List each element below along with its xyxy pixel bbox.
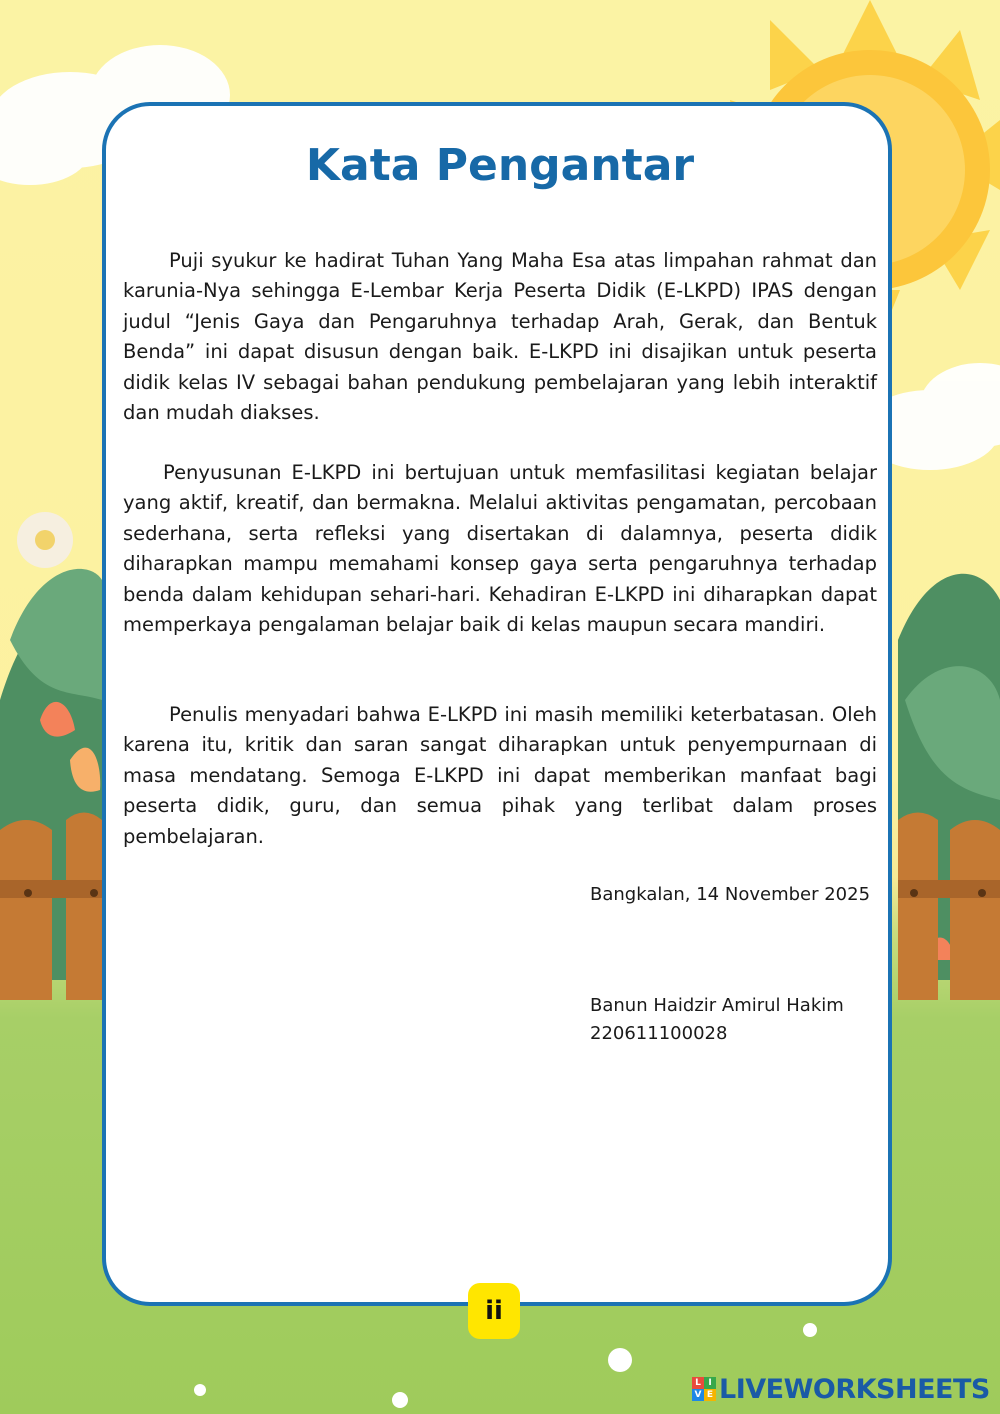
paragraph-intro: Puji syukur ke hadirat Tuhan Yang Maha Esa atas limpahan rahmat dan karunia-Nya sehingga E-Lembar Kerja Peserta Didik (E-LKPD) IPAS dengan judul “Jenis Gaya dan Pengaruhnya terhadap Arah, Gerak, dan Bentuk Benda” ini dapat disusun dengan baik. E-LKPD ini disajikan untuk peserta didik kelas IV sebagai bahan pendukung pembelajaran yang lebih interaktif dan mudah diakses. xyxy=(123,249,877,425)
signature-name: Banun Haidzir Amirul Hakim xyxy=(590,995,844,1016)
liveworksheets-logo-icon xyxy=(692,1377,716,1401)
fence-left-icon xyxy=(0,813,102,1001)
logo-letter: E xyxy=(704,1389,716,1401)
page-number-badge: ii xyxy=(468,1283,520,1339)
liveworksheets-text: LIVEWORKSHEETS xyxy=(719,1373,990,1405)
signature-place-date: Bangkalan, 14 November 2025 xyxy=(590,884,871,905)
logo-letter: L xyxy=(692,1377,704,1389)
liveworksheets-branding[interactable] xyxy=(692,1372,990,1406)
page-title: Kata Pengantar xyxy=(305,140,695,191)
paragraph-purpose: Penyusunan E-LKPD ini bertujuan untuk memfasilitasi kegiatan belajar yang aktif, kreatif, dan bermakna. Melalui aktivitas pengamatan, percobaan sederhana, serta refleksi yang disertakan di dalamnya, peserta didik diharapkan mampu memahami konsep gaya serta pengaruhnya terhadap benda dalam kehidupan sehari-hari. Kehadiran E-LKPD ini diharapkan dapat memperkaya pengalaman belajar baik di kelas maupun secara mandiri. xyxy=(123,461,877,637)
logo-letter: V xyxy=(692,1389,704,1401)
signature-id-number: 220611100028 xyxy=(590,1023,728,1044)
logo-letter: I xyxy=(704,1377,716,1389)
paragraph-closing: Penulis menyadari bahwa E-LKPD ini masih memiliki keterbatasan. Oleh karena itu, kritik dan saran sangat diharapkan untuk penyempurnaan di masa mendatang. Semoga E-LKPD ini dapat memberikan manfaat bagi peserta didik, guru, dan semua pihak yang terlibat dalam proses pembelajaran. xyxy=(123,703,877,848)
